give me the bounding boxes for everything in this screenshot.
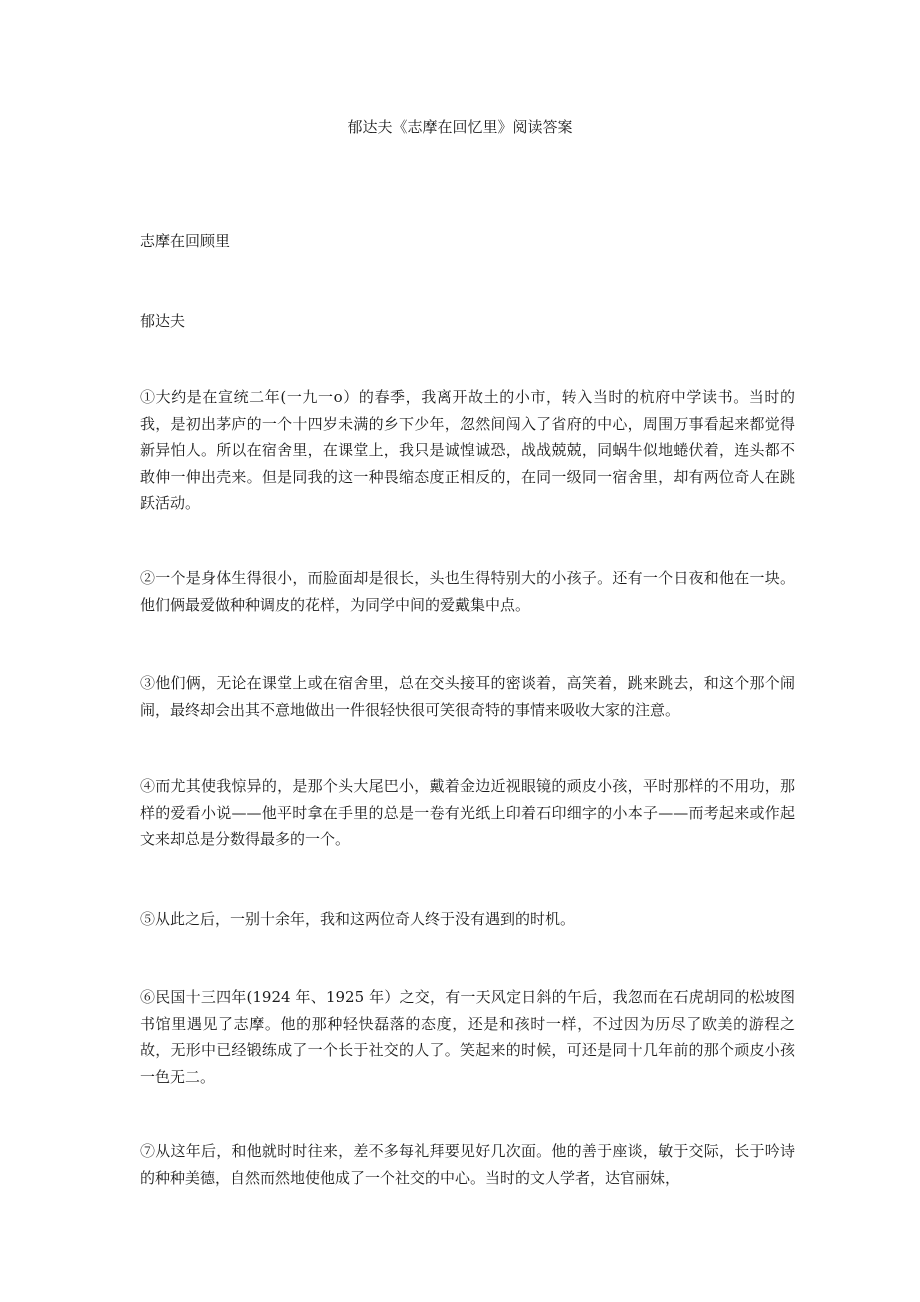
paragraph-7: ⑦从这年后，和他就时时往来，差不多每礼拜要见好几次面。他的善于座谈，敏于交际，长于吟诗的种种美德，自然而然地使他成了一个社交的中心。当时的文人学者，达官丽妹， xyxy=(140,1142,795,1187)
paragraph-6: ⑥民国十三四年(1924 年、1925 年）之交，有一天风定日斜的午后，我忽而在石虎胡同的松坡图书馆里遇见了志摩。他的那种轻快磊落的态度，还是和孩时一样，不过因为历尽了欧美的游程之故，无形中已经锻练成了一个长于社交的人了。笑起来的时候，可还是同十几年前的那个顽皮小孩一色无二。 xyxy=(140,988,795,1086)
author-name: 郁达夫 xyxy=(140,312,186,330)
document-title: 郁达夫《志摩在回忆里》阅读答案 xyxy=(347,118,573,136)
paragraph-4: ④而尤其使我惊异的，是那个头大尾巴小，戴着金边近视眼镜的顽皮小孩，平时那样的不用功，那样的爱看小说——他平时拿在手里的总是一卷有光纸上印着石印细字的小本子——而考起来或作起文来却总是分数得最多的一个。 xyxy=(140,777,795,849)
article-title: 志摩在回顾里 xyxy=(140,232,231,250)
paragraph-2: ②一个是身体生得很小，而脸面却是很长，头也生得特别大的小孩子。还有一个日夜和他在一块。他们俩最爱做种种调皮的花样，为同学中间的爱戴集中点。 xyxy=(140,569,795,614)
paragraph-5: ⑤从此之后，一别十余年，我和这两位奇人终于没有遇到的时机。 xyxy=(140,910,576,928)
paragraph-1: ①大约是在宣统二年(一九一o）的春季，我离开故土的小市，转入当时的杭府中学读书。当时的我，是初出茅庐的一个十四岁未满的乡下少年，忽然间闯入了省府的中心，周围万事看起来都觉得新异怕人。所以在宿舍里，在课堂上，我只是诚惶诚恐，战战兢兢，同蜗牛似地蜷伏着，连头都不敢伸一伸出壳来。但是同我的这一种畏缩态度正相反的，在同一级同一宿舍里，却有两位奇人在跳跃活动。 xyxy=(140,388,795,513)
paragraph-3: ③他们俩，无论在课堂上或在宿舍里，总在交头接耳的密谈着，高笑着，跳来跳去，和这个那个闹闹，最终却会出其不意地做出一件很轻快很可笑很奇特的事情来吸收大家的注意。 xyxy=(140,674,795,719)
